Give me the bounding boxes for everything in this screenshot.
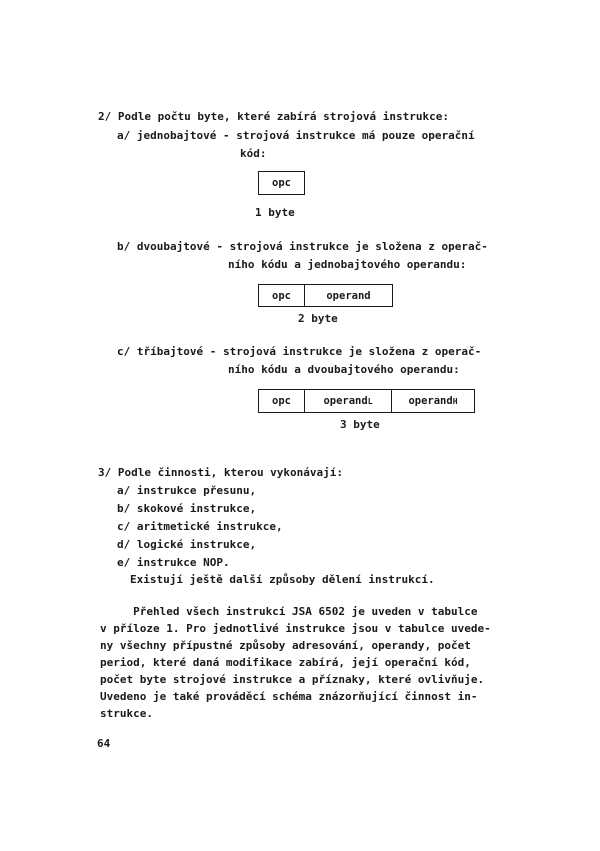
page-number: 64 — [97, 737, 111, 750]
list-item: a/ instrukce přesunu, — [117, 484, 257, 497]
item-c-line1: c/ tříbajtové - strojová instrukce je složena z operač- — [117, 345, 482, 358]
opc-cell: opc — [272, 177, 291, 189]
operand-low-cell — [304, 390, 391, 412]
paragraph-line: strukce. — [100, 707, 153, 720]
item-c-line2: ního kódu a dvoubajtového operandu: — [228, 363, 460, 376]
paragraph-line: Přehled všech instrukcí JSA 6502 je uveden v tabulce — [100, 605, 478, 618]
paragraph-line: period, které daná modifikace zabírá, její operační kód, — [100, 656, 471, 669]
list-item: c/ aritmetické instrukce, — [117, 520, 283, 533]
paragraph-line: ny všechny přípustné způsoby adresování, operandy, počet — [100, 639, 471, 652]
list-item: b/ skokové instrukce, — [117, 502, 257, 515]
one-byte-caption: 1 byte — [255, 206, 295, 219]
item-b-line2: ního kódu a jednobajtového operandu: — [228, 258, 467, 271]
operand-high-cell — [391, 390, 474, 412]
three-byte-caption: 3 byte — [340, 418, 380, 431]
section-3-heading: 3/ Podle činnosti, kterou vykonávají: — [98, 466, 344, 479]
list-item: e/ instrukce NOP. — [117, 556, 230, 569]
paragraph-line: počet byte strojové instrukce a příznaky, které ovlivňuje. — [100, 673, 485, 686]
operand-cell: operand — [304, 285, 392, 306]
high-subscript: H — [452, 396, 458, 406]
operand-label: operand — [408, 395, 453, 407]
three-byte-diagram — [258, 389, 475, 413]
item-b-line1: b/ dvoubajtové - strojová instrukce je složena z operač- — [117, 240, 488, 253]
one-byte-diagram — [258, 171, 305, 195]
opc-cell: opc — [272, 289, 291, 302]
two-byte-diagram — [258, 284, 393, 307]
section-3-note: Existují ještě další způsoby dělení instrukcí. — [130, 573, 435, 586]
item-a-line1: a/ jednobajtové - strojová instrukce má pouze operační — [117, 129, 475, 142]
paragraph-line: v příloze 1. Pro jednotlivé instrukce jsou v tabulce uvede- — [100, 622, 491, 635]
item-a-line2: kód: — [240, 147, 267, 160]
operand-label: operand — [323, 395, 368, 407]
opc-cell: opc — [272, 395, 291, 407]
section-2-heading: 2/ Podle počtu byte, které zabírá strojová instrukce: — [98, 110, 449, 123]
list-item: d/ logické instrukce, — [117, 538, 257, 551]
low-subscript: L — [367, 396, 373, 406]
two-byte-caption: 2 byte — [298, 312, 338, 325]
paragraph-line: Uvedeno je také prováděcí schéma znázorňující činnost in- — [100, 690, 478, 703]
